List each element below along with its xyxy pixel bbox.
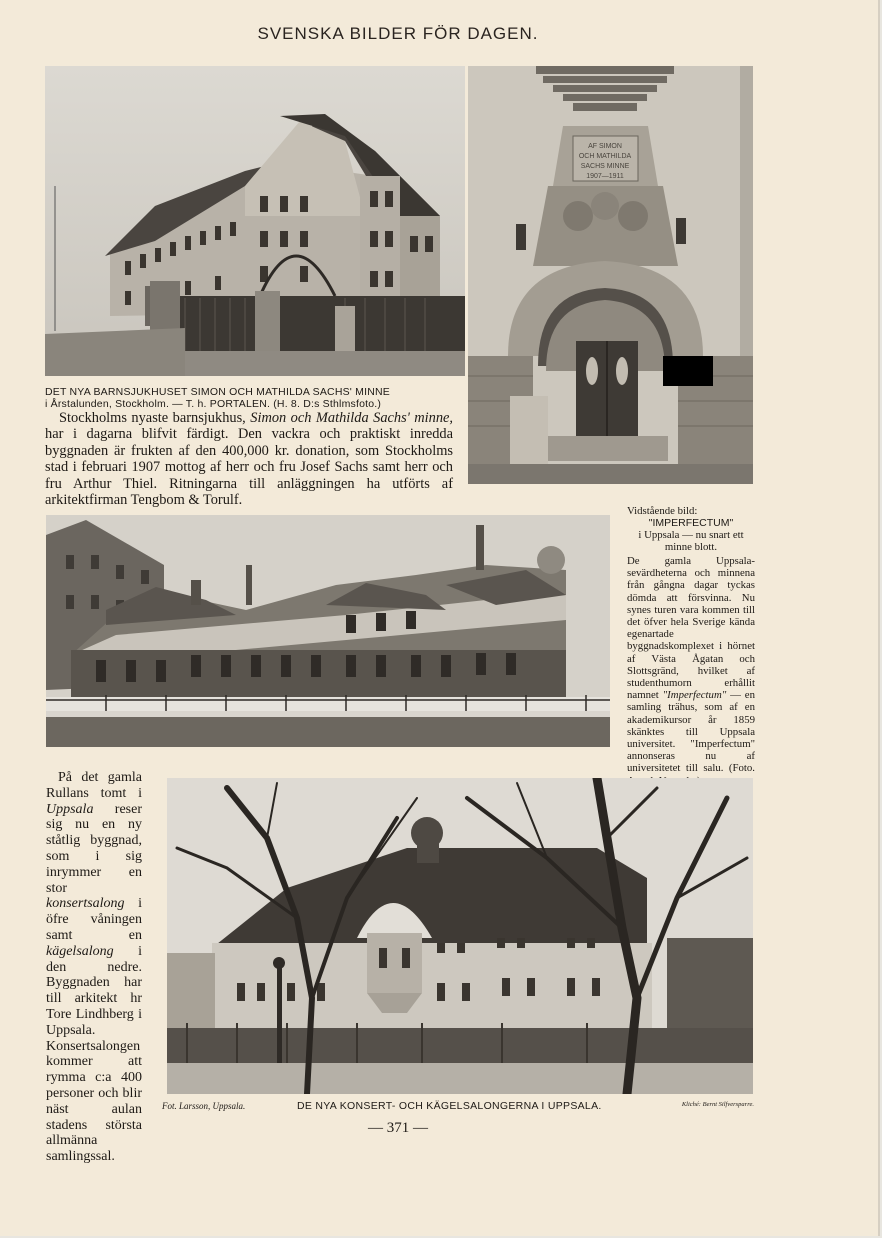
hospital-caption-line-1: DET NYA BARNSJUKHUSET SIMON OCH MATHILDA SACHS' MINNE xyxy=(45,386,390,398)
hospital-photo xyxy=(45,66,465,376)
inscription-line-4: 1907—1911 xyxy=(586,173,624,180)
imperfectum-photo xyxy=(46,515,610,747)
concert-halls-caption-main: DE NYA KONSERT- OCH KÄGELSALONGERNA I UPPSALA. xyxy=(297,1100,602,1112)
page-header: SVENSKA BILDER FÖR DAGEN. xyxy=(257,24,539,43)
hospital-article xyxy=(45,410,453,508)
cliche-credit: Kliché: Bernt Silfversparre. xyxy=(681,1101,754,1108)
inscription-line-1: AF SIMON xyxy=(588,143,622,150)
concert-hall-article xyxy=(46,770,142,1165)
hospital-caption-line-2: i Årstalunden, Stockholm. — T. h. PORTALEN. (H. 8. D:s Sthlmsfoto.) xyxy=(45,398,382,410)
sidebar-text-after: — en samling trähus, som af en akademikursor år 1859 skänktes till Uppsala universitet. "Imperfectum" annonseras nu af universitetet till salu. (Foto. xyxy=(627,689,755,775)
lc-text-3: i öfre våningen samt en xyxy=(46,896,142,943)
lc-italic-3: kägelsalong xyxy=(46,943,114,959)
photo-credit: Fot. Larsson, Uppsala. xyxy=(162,1101,246,1111)
lc-text-4: i den nedre. Byggnaden har till arkitekt hr Tore Lindhberg i Uppsala. Konsertsalongen kommer att rymma c:a 400 personer och blir näst aulan stadens största allmänna samlingssal. xyxy=(46,943,142,1165)
concert-halls-caption xyxy=(162,1100,758,1114)
article-hospital-name: Simon och Mathilda Sachs' minne, xyxy=(250,410,454,426)
page-number: — 371 — xyxy=(368,1120,428,1136)
article-body: har i dagarna blifvit färdigt. Den vackra och praktiskt inredda byggnaden är frukten af den 400,000 kr. donation, som Stockholms stad i februari 1907 mottog af herr och fru Josef Sachs samt herr och fru Arthur Thiel. Ritningarna till anläggningen ha utförts af arkitektfirman Tengbom & Torulf. xyxy=(45,426,453,509)
sidebar-subtitle: i Uppsala — nu snart ett minne blott. xyxy=(638,529,744,553)
sidebar-title: "IMPERFECTUM" xyxy=(648,517,734,529)
portal-photo xyxy=(468,66,753,484)
sidebar-text-before: De gamla Uppsala-sevärdheterna och minnena från gångna dagar tyckas dömda att försvinna. Nu synes turen vara kommen till det öfver hela Sverige kända egenartade byggnadskomplexet i hörnet af Västa Ågatan och Slottsgränd, hvilket af studenthumorn erhållit namnet xyxy=(627,555,755,702)
lc-italic-2: konsertsalong xyxy=(46,896,125,912)
sidebar-italic-name: "Imperfectum" xyxy=(662,689,727,702)
imperfectum-sidebar xyxy=(627,505,755,787)
lc-text-2: reser sig nu en ny ståtlig byggnad, som i sig inrymmer en stor xyxy=(46,801,142,896)
hospital-caption xyxy=(45,386,465,410)
lc-text-1: På det gamla Rullans tomt i xyxy=(46,770,142,801)
concert-halls-photo xyxy=(167,778,753,1094)
lc-italic-1: Uppsala xyxy=(46,801,94,817)
sidebar-body xyxy=(627,555,755,787)
inscription-line-3: SACHS MINNE xyxy=(580,163,630,170)
article-intro: Stockholms nyaste barnsjukhus, xyxy=(59,410,251,426)
inscription-line-2: OCH MATHILDA xyxy=(578,153,632,160)
sidebar-label: Vidstående bild: xyxy=(627,505,698,517)
